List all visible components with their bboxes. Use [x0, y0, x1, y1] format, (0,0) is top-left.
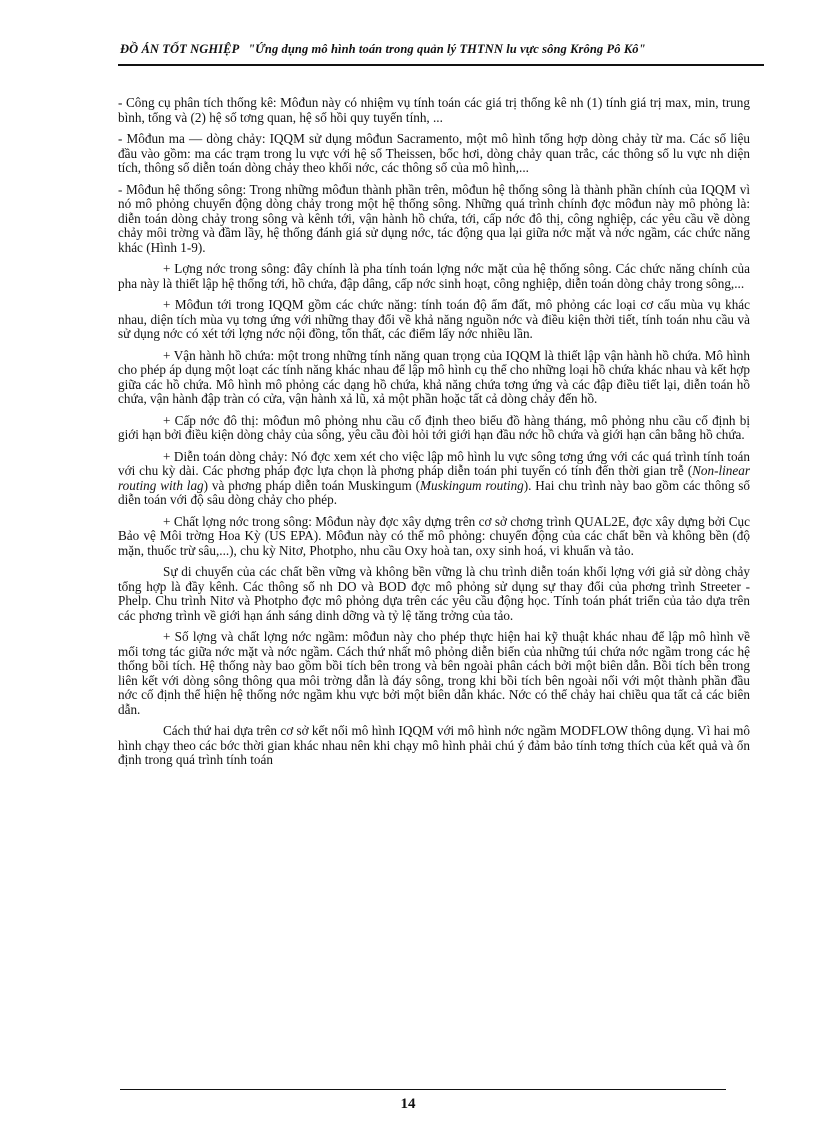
- routing-term-nonlinear: Non-linear routing with lag: [118, 463, 750, 493]
- header-right: "Ứng dụng mô hình toán trong quản lý THTNN lu vực sông Krông Pô Kô": [248, 42, 646, 56]
- paragraph: + Cấp nớc đô thị: môđun mô phỏng nhu cầu cố định theo biểu đồ hàng tháng, mô phỏng nhu cầu cố định bị giới hạn bởi điều kiện dòng chảy của sông, yêu cầu đòi hỏi tới giới hạn đầu nớc hồ chứa và giới hạn cân bằng hồ chứa.: [118, 412, 750, 442]
- paragraph: Sự di chuyển của các chất bền vững và không bền vững là chu trình diễn toán khối lợng với giả sử dòng chảy tổng hợp là đầy kênh. Các thông số nh DO và BOD đợc mô phỏng sử dụng sự thay đổi của phơng trình Streeter - Phelp. Chu trình Nitơ và Photpho đợc mô phỏng dựa trên các yêu cầu động học. Tính toán phát triển của tảo dựa trên các phơng trình về giới hạn ánh sáng dinh dỡng và tỷ lệ tăng trởng của tảo.: [118, 564, 750, 623]
- header-rule: [118, 64, 764, 66]
- paragraph: + Lợng nớc trong sông: đây chính là pha tính toán lợng nớc mặt của hệ thống sông. Các chức năng chính của pha này là thiết lập hệ thống tới, hồ chứa, đập dâng, cấp nớc sinh hoạt, công nghiệp, diễn toán dòng chảy trong sông,...: [118, 261, 750, 291]
- paragraph: + Chất lợng nớc trong sông: Môđun này đợc xây dựng trên cơ sở chơng trình QUAL2E, đợc xây dựng bởi Cục Bảo vệ Môi trờng Hoa Kỳ (US EPA). Môđun này có thể mô phỏng: chuyển động của các chất bền và không bền (độ mặn, thuốc trừ sâu,...), chu kỳ Nitơ, Photpho, nhu cầu Oxy hoà tan, oxy sinh hoá, vi khuẩn và tảo.: [118, 513, 750, 558]
- routing-text-end: ). Hai chu trình này bao gồm các thông số diễn toán với độ sâu dòng chảy cho phép.: [118, 477, 751, 507]
- paragraph: + Môđun tới trong IQQM gồm các chức năng: tính toán độ ẩm đất, mô phỏng các loại cơ cấu mùa vụ khác nhau, diện tích mùa vụ tơng ứng với những thay đổi về khả năng nguồn nớc và điều kiện thời tiết, tính toán nhu cầu và sử dụng nớc có xét tới lợng nớc nội đồng, tổn thất, các điểm lấy nớc nhiều lần.: [118, 297, 750, 341]
- paragraph: Cách thứ hai dựa trên cơ sở kết nối mô hình IQQM với mô hình nớc ngầm MODFLOW thông dụng. Vì hai mô hình chạy theo các bớc thời gian khác nhau nên khi chạy mô hình phải chú ý đảm bảo tính tơng thích của kết quả và ổn định trong quá trình tính toán: [118, 723, 750, 767]
- page-number: 14: [400, 1096, 416, 1112]
- body-text: [118, 96, 750, 775]
- paragraph: - Công cụ phân tích thống kê: Môđun này có nhiệm vụ tính toán các giá trị thống kê nh (1) tính giá trị max, min, trung bình, tổng và (2) hệ số tơng quan, hệ số hồi quy tuyến tính, ...: [118, 95, 750, 125]
- running-header: [120, 42, 762, 57]
- paragraph-routing: [118, 450, 750, 508]
- routing-text-start: + Diễn toán dòng chảy: Nó đợc xem xét cho việc lập mô hình lu vực sông tơng ứng với các quá trình tính toán với chu kỳ dài. Các phơng pháp đợc lựa chọn là phơng pháp diễn toán phi tuyến có tính đến thời gian trễ (: [118, 448, 750, 478]
- paragraph: + Số lợng và chất lợng nớc ngầm: môđun này cho phép thực hiện hai kỹ thuật khác nhau để lập mô hình về mối tơng tác giữa nớc mặt và nớc ngầm. Cách thứ nhất mô phỏng diễn biến của những túi chứa nớc ngầm trong các hệ thống bồi tích. Hệ thống này bao gồm bồi tích bên trong và bên ngoài phân cách bởi một biên dẫn. Bồi tích bên trong liên kết với dòng sông thông qua môi trờng dẫn là đáy sông, trong khi bồi tích bên ngoài nối với một thành phần đầu nớc cố định thể hiện hệ thống nớc ngầm khu vực bởi một biên dẫn khác. Nớc có thể chảy hai chiều qua tất cả các biên dẫn.: [118, 629, 750, 717]
- paragraph: - Môđun hệ thống sông: Trong những môđun thành phần trên, môđun hệ thống sông là thành phần chính của IQQM vì nó mô phỏng chuyển động dòng chảy trong một hệ thống sông. Những quá trình chính đợc môđun này mô phỏng là: diễn toán dòng chảy trong sông và kênh tới, vận hành hồ chứa, tới, cấp nớc đô thị, công nghiệp, các yêu cầu về dòng chảy môi trờng và đầm lầy, hệ thống đánh giá sử dụng nớc, tác động qua lại giữa nớc mặt và nớc ngầm, các chức năng khác (Hình 1-9).: [118, 181, 750, 255]
- paragraph: - Môđun ma — dòng chảy: IQQM sử dụng môđun Sacramento, một mô hình tổng hợp dòng chảy từ ma. Các số liệu đầu vào gồm: ma các trạm trong lu vực với hệ số Theissen, bốc hơi, dòng chảy quan trắc, các thông số lu vực nh diện tích, thông số diễn toán dòng chảy theo khối nớc, các thông số của mô hình,...: [118, 131, 750, 175]
- paragraph: + Vận hành hồ chứa: một trong những tính năng quan trọng của IQQM là thiết lập vận hành hồ chứa. Mô hình cho phép áp dụng một loạt các tính năng khác nhau để lập mô hình cụ thể cho những loại hồ chứa khác nhau và kết hợp giữa các hồ chứa. Mô hình mô phỏng các dạng hồ chứa, khả năng chứa tơng ứng và các đập điều tiết lại, diễn toán hồ chứa, vận hành đập tràn có cửa, vận hành xả lũ, xả một phần hoặc tất cả dòng chảy đến hồ.: [118, 347, 750, 406]
- routing-text-mid: ) và phơng pháp diễn toán Muskingum (: [203, 477, 421, 493]
- routing-term-muskingum: Muskingum routing: [420, 477, 524, 493]
- footer-rule: [120, 1089, 726, 1090]
- header-left: ĐỒ ÁN TỐT NGHIỆP: [120, 42, 239, 56]
